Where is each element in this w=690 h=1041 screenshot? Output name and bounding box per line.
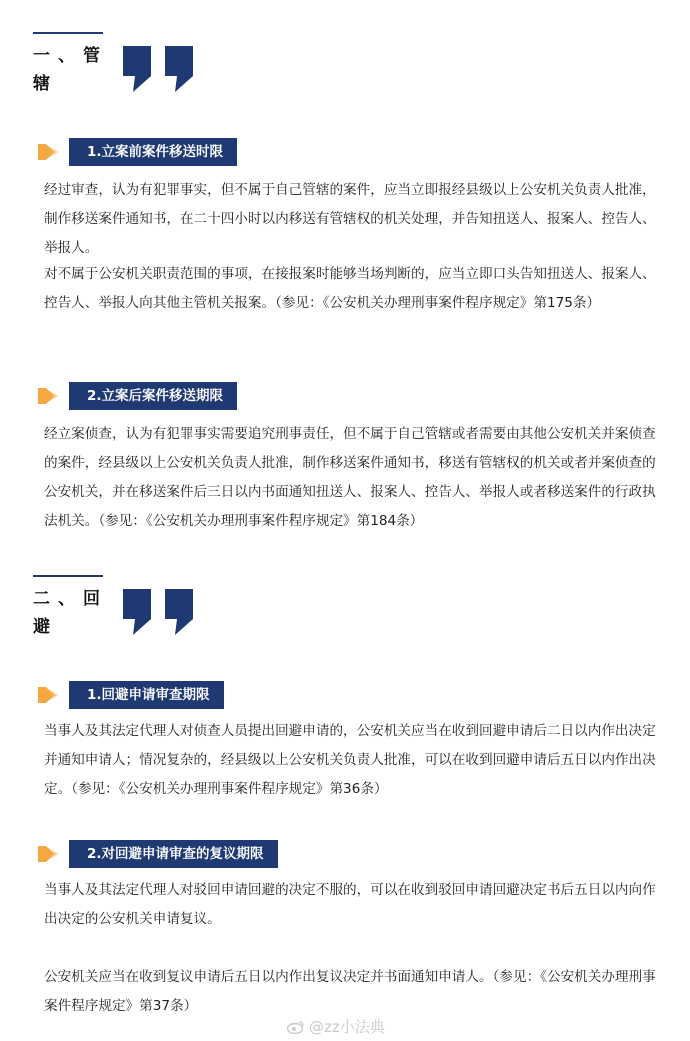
section-title: 一、管辖	[33, 46, 108, 94]
watermark-text: @zz小法典	[309, 1018, 385, 1036]
paragraph: 公安机关应当在收到复议申请后五日以内作出复议决定并书面通知申请人。（参见：《公安机关办理刑事案件程序规定》第37条）	[44, 969, 656, 1014]
arrow-marker-icon	[38, 846, 60, 862]
quote-mark-icon	[123, 46, 195, 94]
section-header-recusal	[33, 575, 233, 645]
weibo-icon	[287, 1020, 305, 1034]
subsection-title: 1.立案前案件移送时限	[69, 138, 237, 166]
watermark	[287, 1016, 385, 1037]
paragraph: 当事人及其法定代理人对侦查人员提出回避申请的，公安机关应当在收到回避申请后二日以内作出决定并通知申请人；情况复杂的，经县级以上公安机关负责人批准，可以在收到回避申请后五日以内作出决定。（参见：《公安机关办理刑事案件程序规定》第36条）	[44, 723, 656, 797]
arrow-marker-icon	[38, 388, 60, 404]
section-header-jurisdiction	[33, 32, 233, 102]
section-divider	[33, 575, 103, 577]
paragraph: 对不属于公安机关职责范围的事项，在接报案时能够当场判断的，应当立即口头告知扭送人、报案人、控告人、举报人向其他主管机关报案。（参见：《公安机关办理刑事案件程序规定》第175条）	[44, 266, 656, 311]
section-divider	[33, 32, 103, 34]
arrow-marker-icon	[38, 687, 60, 703]
paragraph: 当事人及其法定代理人对驳回申请回避的决定不服的，可以在收到驳回申请回避决定书后五日以内向作出决定的公安机关申请复议。	[44, 882, 656, 927]
paragraph: 经过审查，认为有犯罪事实，但不属于自己管辖的案件，应当立即报经县级以上公安机关负责人批准，制作移送案件通知书，在二十四小时以内移送有管辖权的机关处理，并告知扭送人、报案人、控告人、举报人。	[44, 182, 656, 256]
arrow-marker-icon	[38, 144, 60, 160]
quote-mark-icon	[123, 589, 195, 637]
subsection-title: 1.回避申请审查期限	[69, 681, 224, 709]
subsection-title: 2.对回避申请审查的复议期限	[69, 840, 278, 868]
paragraph: 经立案侦查，认为有犯罪事实需要追究刑事责任，但不属于自己管辖或者需要由其他公安机关并案侦查的案件，经县级以上公安机关负责人批准，制作移送案件通知书，移送有管辖权的机关或者并案侦查的公安机关，并在移送案件后三日以内书面通知扭送人、报案人、控告人、举报人或者移送案件的行政执法机关。（参见：《公安机关办理刑事案件程序规定》第184条）	[44, 426, 656, 529]
subsection-title: 2.立案后案件移送期限	[69, 382, 237, 410]
section-title: 二、回避	[33, 589, 108, 637]
